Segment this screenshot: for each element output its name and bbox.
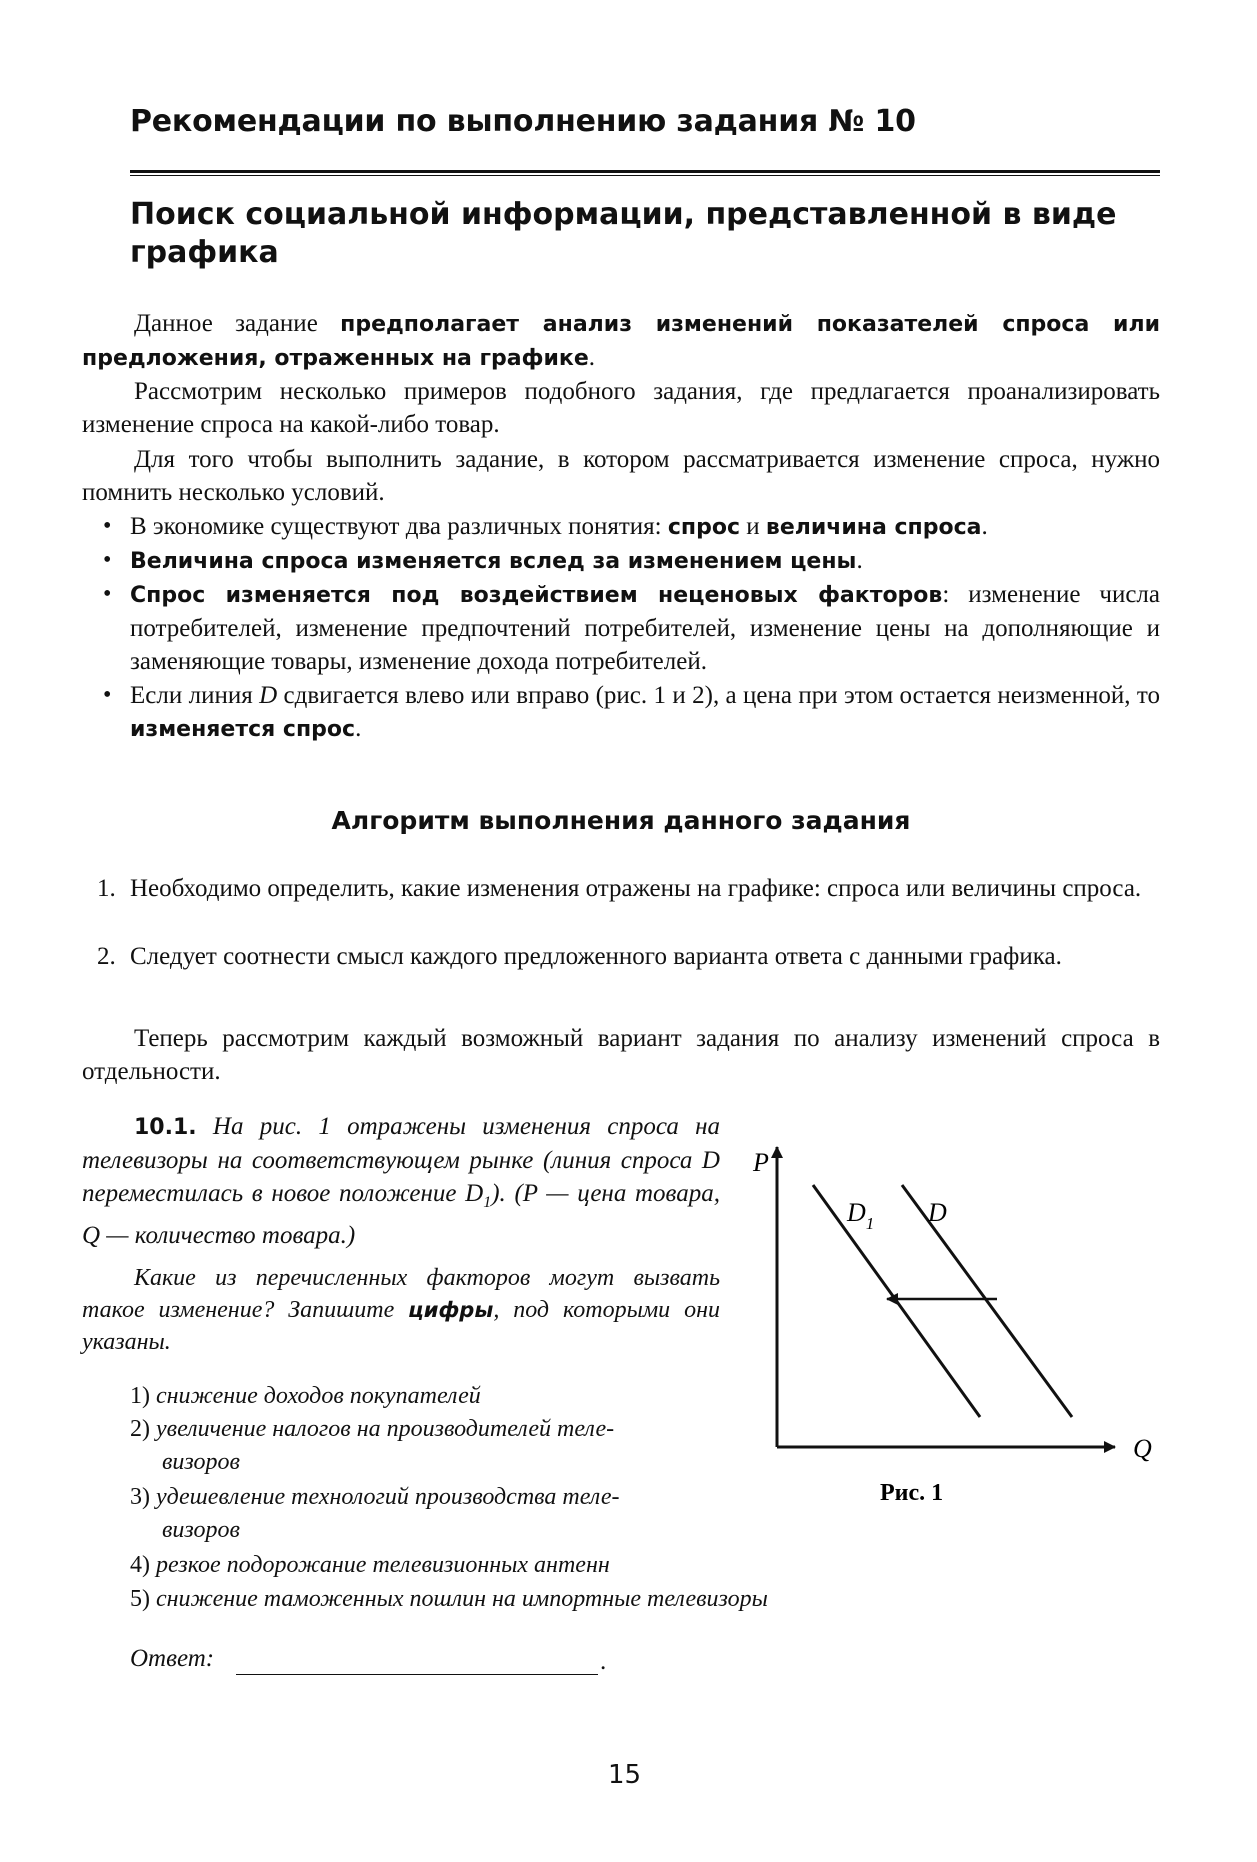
bullet-1-end: .	[981, 513, 988, 540]
answer-input-line[interactable]	[236, 1674, 598, 1675]
step-number: 2.	[97, 943, 116, 970]
heading-rule-thick	[130, 170, 1160, 173]
option-continuation: визоров	[162, 1449, 240, 1475]
bullet-1-start: В экономике существуют два различных понятия:	[130, 513, 668, 540]
bullet-4-mid: сдвигается влево или вправо (рис. 1 и 2), а цена при этом остается неизменной, то	[277, 682, 1160, 709]
answer-option-1	[130, 1380, 481, 1413]
bullet-2-end: .	[856, 547, 863, 574]
option-text: увеличение налогов на производителей теле-	[156, 1416, 615, 1442]
bullet-2-bold: Величина спроса изменяется вслед за изменением цены	[130, 549, 857, 574]
bullet-4-bold: изменяется спрос	[130, 717, 356, 742]
bullet-mark: •	[103, 547, 112, 573]
step-number: 1.	[97, 875, 116, 902]
intro-p1-bold: предполагает анализ изменений показателей спроса или предложения, отраженных на графике	[82, 312, 1160, 371]
task-text-end: ). (P — цена товара, Q — количество товара.)	[82, 1180, 720, 1249]
curve-label-d1-sub: 1	[865, 1214, 875, 1233]
task-text: На рис. 1 отражены изменения спроса на телевизоры на соответствующем рынке (линия спроса D переместилась в новое положение D	[82, 1113, 720, 1207]
intro-p1-end: .	[588, 344, 595, 371]
bullet-mark: •	[103, 682, 112, 708]
step-text: Следует соотнести смысл каждого предложенного варианта ответа с данными графика.	[130, 943, 1062, 970]
y-axis-label: P	[753, 1148, 769, 1177]
step-text: Необходимо определить, какие изменения отражены на графике: спроса или величины спроса.	[130, 875, 1142, 902]
bullet-1-bold-demand: спрос	[667, 515, 741, 540]
intro-p1-start: Данное задание	[134, 310, 341, 337]
section-subheading: Поиск социальной информации, представленной в виде графика	[130, 197, 1117, 270]
answer-option-4	[130, 1549, 610, 1582]
option-text: снижение таможенных пошлин на импортные телевизоры	[156, 1586, 768, 1612]
bullet-item-2	[103, 544, 1160, 578]
option-number: 1)	[130, 1383, 150, 1409]
bullet-item-4	[103, 679, 1160, 746]
answer-end: .	[600, 1648, 607, 1675]
intro-paragraph-2: Рассмотрим несколько примеров подобного задания, где предлагается проанализировать изменение спроса на какой-либо товар.	[82, 378, 1160, 438]
demand-shift-figure	[745, 1135, 1155, 1515]
heading-rule-thin	[130, 175, 1160, 176]
option-number: 4)	[130, 1552, 150, 1578]
answer-option-2	[130, 1413, 614, 1479]
task-question	[82, 1262, 720, 1358]
transition-paragraph: Теперь рассмотрим каждый возможный вариант задания по анализу изменений спроса в отдельности.	[82, 1025, 1160, 1085]
curve-label-d: D	[928, 1198, 947, 1227]
bullet-1-mid: и	[740, 513, 766, 540]
option-number: 2)	[130, 1416, 150, 1442]
x-axis-label: Q	[1133, 1434, 1152, 1463]
bullet-4-D: D	[259, 682, 278, 709]
option-text: удешевление технологий производства теле-	[156, 1484, 620, 1510]
bullet-3-bold: Спрос изменяется под воздействием неценовых факторов	[130, 583, 943, 608]
demand-curve-d1	[813, 1185, 980, 1417]
curve-label-d1	[846, 1198, 874, 1233]
question-start: Какие из перечисленных факторов могут вызвать такое изменение? Запишите	[82, 1265, 720, 1323]
option-text: снижение доходов покупателей	[156, 1383, 481, 1409]
option-number: 5)	[130, 1586, 150, 1612]
figure-caption: Рис. 1	[880, 1480, 944, 1506]
bullet-4-end: .	[355, 715, 362, 742]
option-text: резкое подорожание телевизионных антенн	[156, 1552, 610, 1578]
algorithm-step-1	[97, 872, 1160, 905]
task-number: 10.1.	[134, 1115, 197, 1140]
answer-label: Ответ:	[130, 1645, 215, 1672]
page-number: 15	[608, 1760, 642, 1790]
answer-option-3	[130, 1481, 620, 1547]
bullet-1-bold-quantity: величина спроса	[765, 515, 982, 540]
intro-paragraph-1	[82, 307, 1160, 375]
question-bold: цифры	[408, 1298, 494, 1322]
bullet-mark: •	[103, 513, 112, 539]
intro-paragraph-3: Для того чтобы выполнить задание, в котором рассматривается изменение спроса, нужно помнить несколько условий.	[82, 446, 1160, 506]
bullet-mark: •	[103, 581, 112, 607]
task-statement	[82, 1110, 720, 1252]
bullet-item-1	[103, 510, 1160, 544]
bullet-item-3	[103, 578, 1160, 678]
option-number: 3)	[130, 1484, 150, 1510]
question-end: , под которыми они указаны.	[82, 1297, 720, 1355]
task-text-sub: 1	[483, 1194, 492, 1211]
algorithm-step-2	[97, 940, 1160, 973]
algorithm-title: Алгоритм выполнения данного задания	[331, 806, 911, 835]
option-continuation: визоров	[162, 1517, 240, 1543]
answer-option-5	[130, 1583, 768, 1616]
curve-label-d1-main: D	[847, 1198, 866, 1227]
bullet-3-rest: : изменение числа потребителей, изменение предпочтений потребителей, изменение цены на дополняющие и заменяющие товары, изменение дохода потребителей.	[130, 581, 1160, 675]
bullet-4-start: Если линия	[130, 682, 260, 709]
page-heading: Рекомендации по выполнению задания № 10	[130, 104, 916, 139]
